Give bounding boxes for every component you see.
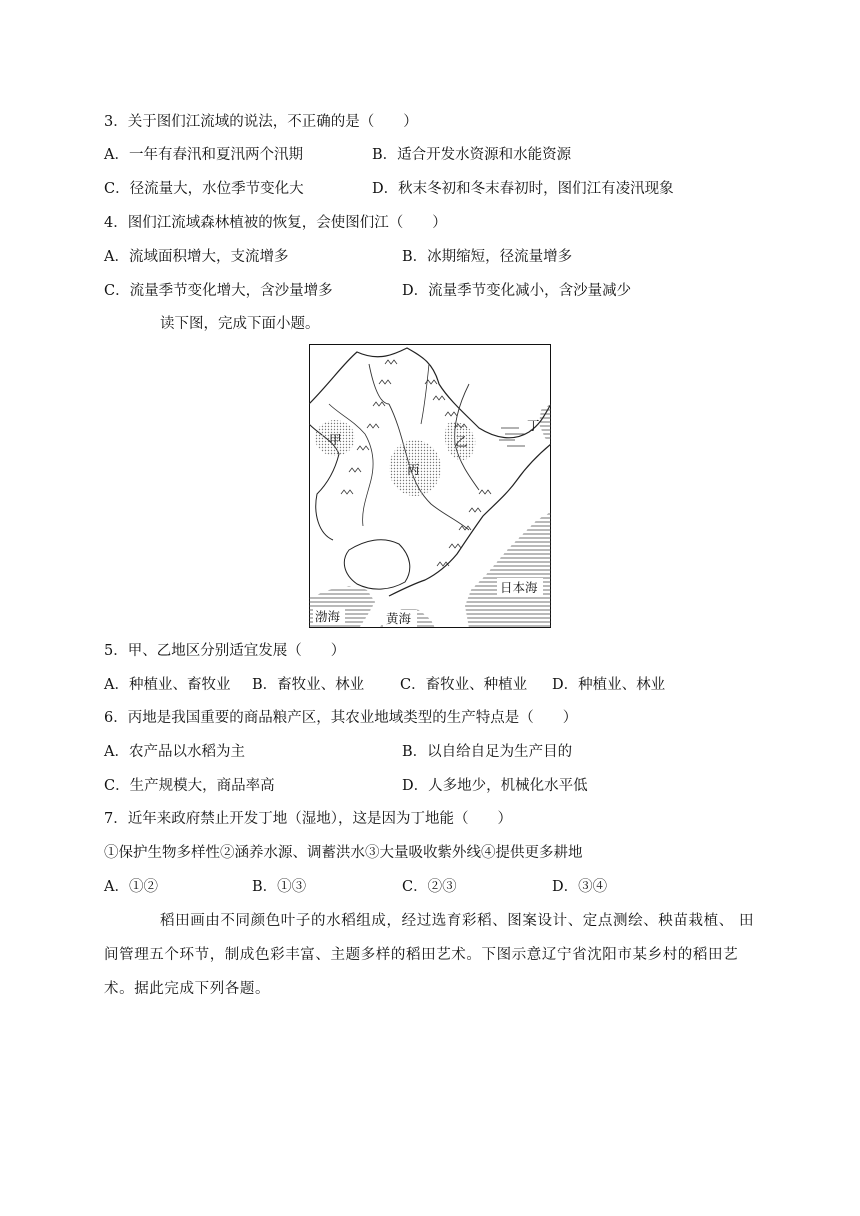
question-4-option-c[interactable]: C．流量季节变化增大，含沙量增多 bbox=[104, 283, 333, 299]
map-label-ding: 丁 bbox=[527, 418, 540, 433]
question-5-option-a[interactable]: A．种植业、畜牧业 bbox=[104, 677, 231, 693]
map-label-jia: 甲 bbox=[329, 432, 342, 447]
question-6-option-b[interactable]: B．以自给自足为生产目的 bbox=[402, 744, 573, 760]
question-6-stem: 6．丙地是我国重要的商品粮产区，其农业地域类型的生产特点是（ ） bbox=[104, 710, 578, 726]
question-4-option-b[interactable]: B．冰期缩短，径流量增多 bbox=[402, 249, 573, 265]
map-intro-text: 读下图，完成下面小题。 bbox=[160, 316, 320, 332]
question-6-option-d[interactable]: D．人多地少，机械化水平低 bbox=[402, 778, 588, 794]
map-label-yellow-sea: 黄海 bbox=[386, 611, 412, 626]
question-4-option-a[interactable]: A．流域面积增大，支流增多 bbox=[104, 249, 289, 265]
question-7-option-d[interactable]: D．③④ bbox=[552, 879, 608, 895]
question-5-stem: 5．甲、乙地区分别适宜发展（ ） bbox=[104, 643, 346, 659]
question-5-option-b[interactable]: B．畜牧业、林业 bbox=[252, 677, 365, 693]
question-5-option-c[interactable]: C．畜牧业、种植业 bbox=[400, 677, 528, 693]
question-3-option-a[interactable]: A．一年有春汛和夏汛两个汛期 bbox=[104, 147, 303, 163]
question-7-statements: ①保护生物多样性②涵养水源、调蓄洪水③大量吸收紫外线④提供更多耕地 bbox=[104, 845, 583, 861]
question-5-option-d[interactable]: D．种植业、林业 bbox=[552, 677, 666, 693]
question-7-option-a[interactable]: A．①② bbox=[104, 879, 158, 895]
question-7-option-b[interactable]: B．①③ bbox=[252, 879, 307, 895]
map-label-bing: 丙 bbox=[407, 462, 420, 477]
question-3-option-b[interactable]: B．适合开发水资源和水能资源 bbox=[372, 147, 572, 163]
map-label-sea-of-japan: 日本海 bbox=[500, 580, 538, 595]
map-label-yi: 乙 bbox=[455, 434, 468, 449]
map-label-bohai: 渤海 bbox=[315, 609, 341, 624]
question-4-option-d[interactable]: D．流量季节变化减小，含沙量减少 bbox=[402, 283, 632, 299]
northeast-china-map bbox=[309, 344, 551, 628]
rice-field-art-passage: 稻田画由不同颜色叶子的水稻组成，经过选育彩稻、图案设计、定点测绘、秧苗栽植、 田间管理五个环节，制成色彩丰富、主题多样的稻田艺术。下图示意辽宁省沈阳市某乡村的稻田艺术。据此完成下列各题。 bbox=[104, 913, 755, 997]
question-6-option-a[interactable]: A．农产品以水稻为主 bbox=[104, 744, 245, 760]
question-3-stem: 3．关于图们江流域的说法，不正确的是（ ） bbox=[104, 114, 418, 130]
question-3-option-d[interactable]: D．秋末冬初和冬末春初时，图们江有凌汛现象 bbox=[372, 181, 674, 197]
question-4-stem: 4．图们江流域森林植被的恢复，会使图们江（ ） bbox=[104, 215, 447, 231]
question-3-option-c[interactable]: C．径流量大，水位季节变化大 bbox=[104, 181, 304, 197]
question-7-stem: 7．近年来政府禁止开发丁地（湿地），这是因为丁地能（ ） bbox=[104, 811, 512, 827]
question-6-option-c[interactable]: C．生产规模大，商品率高 bbox=[104, 778, 275, 794]
question-7-option-c[interactable]: C．②③ bbox=[402, 879, 457, 895]
